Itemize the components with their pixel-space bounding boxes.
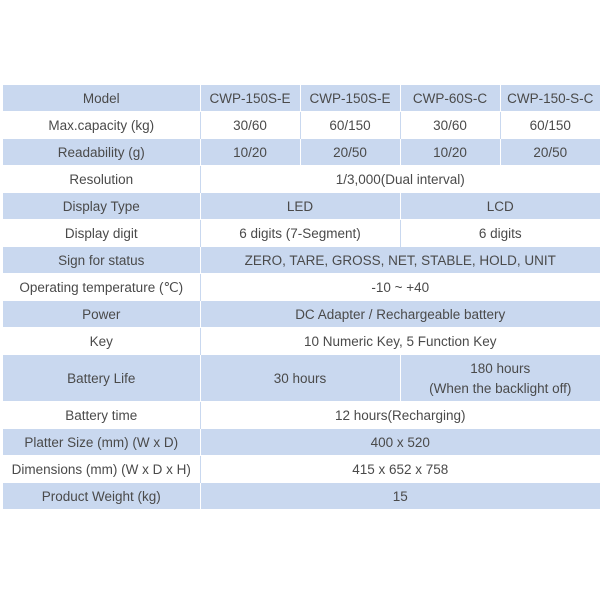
- cell-value: 30/60: [400, 112, 500, 139]
- spec-table: [3, 85, 600, 509]
- row-label-sign-for-status: Sign for status: [3, 247, 200, 274]
- row-label-model: Model: [3, 85, 200, 112]
- row-label-battery-time: Battery time: [3, 402, 200, 429]
- cell-value: 6 digits: [400, 220, 600, 247]
- table-row-operating-temperature: [3, 274, 600, 301]
- table-row-dimensions: [3, 456, 600, 483]
- table-row-platter-size: [3, 429, 600, 456]
- row-label-platter-size: Platter Size (mm) (W x D): [3, 429, 200, 456]
- cell-value: 60/150: [500, 112, 600, 139]
- cell-value: 30 hours: [200, 355, 400, 402]
- table-row-sign-for-status: [3, 247, 600, 274]
- cell-value: LED: [200, 193, 400, 220]
- model-name-4: CWP-150-S-C: [500, 85, 600, 112]
- cell-value: 10/20: [400, 139, 500, 166]
- row-label-power: Power: [3, 301, 200, 328]
- cell-value: 20/50: [500, 139, 600, 166]
- table-row-display-type: [3, 193, 600, 220]
- cell-line: 180 hours: [470, 360, 531, 376]
- table-row-power: [3, 301, 600, 328]
- table-row-battery-time: [3, 402, 600, 429]
- cell-line: (When the backlight off): [429, 380, 572, 396]
- cell-value: 30/60: [200, 112, 300, 139]
- cell-value: 10/20: [200, 139, 300, 166]
- cell-value: 20/50: [300, 139, 400, 166]
- table-row-readability: [3, 139, 600, 166]
- row-label-dimensions: Dimensions (mm) (W x D x H): [3, 456, 200, 483]
- row-label-display-digit: Display digit: [3, 220, 200, 247]
- cell-value: 10 Numeric Key, 5 Function Key: [200, 328, 600, 355]
- table-row-resolution: [3, 166, 600, 193]
- row-label-resolution: Resolution: [3, 166, 200, 193]
- row-label-readability: Readability (g): [3, 139, 200, 166]
- cell-value: ZERO, TARE, GROSS, NET, STABLE, HOLD, UNIT: [200, 247, 600, 274]
- table-row-product-weight: [3, 483, 600, 510]
- cell-value: LCD: [400, 193, 600, 220]
- row-label-max-capacity: Max.capacity (kg): [3, 112, 200, 139]
- cell-value: 60/150: [300, 112, 400, 139]
- model-name-1: CWP-150S-E: [200, 85, 300, 112]
- cell-value: -10 ~ +40: [200, 274, 600, 301]
- row-label-operating-temperature: Operating temperature (℃): [3, 274, 200, 301]
- cell-value: DC Adapter / Rechargeable battery: [200, 301, 600, 328]
- model-name-2: CWP-150S-E: [300, 85, 400, 112]
- cell-value-multiline: [400, 355, 600, 402]
- row-label-display-type: Display Type: [3, 193, 200, 220]
- cell-value: 1/3,000(Dual interval): [200, 166, 600, 193]
- table-row-battery-life: [3, 355, 600, 402]
- cell-value: 12 hours(Recharging): [200, 402, 600, 429]
- table-row-max-capacity: [3, 112, 600, 139]
- cell-value: 415 x 652 x 758: [200, 456, 600, 483]
- row-label-battery-life: Battery Life: [3, 355, 200, 402]
- cell-value: 400 x 520: [200, 429, 600, 456]
- cell-value: 15: [200, 483, 600, 510]
- table-row-model: [3, 85, 600, 112]
- row-label-key: Key: [3, 328, 200, 355]
- model-name-3: CWP-60S-C: [400, 85, 500, 112]
- table-row-key: [3, 328, 600, 355]
- table-row-display-digit: [3, 220, 600, 247]
- cell-value: 6 digits (7-Segment): [200, 220, 400, 247]
- row-label-product-weight: Product Weight (kg): [3, 483, 200, 510]
